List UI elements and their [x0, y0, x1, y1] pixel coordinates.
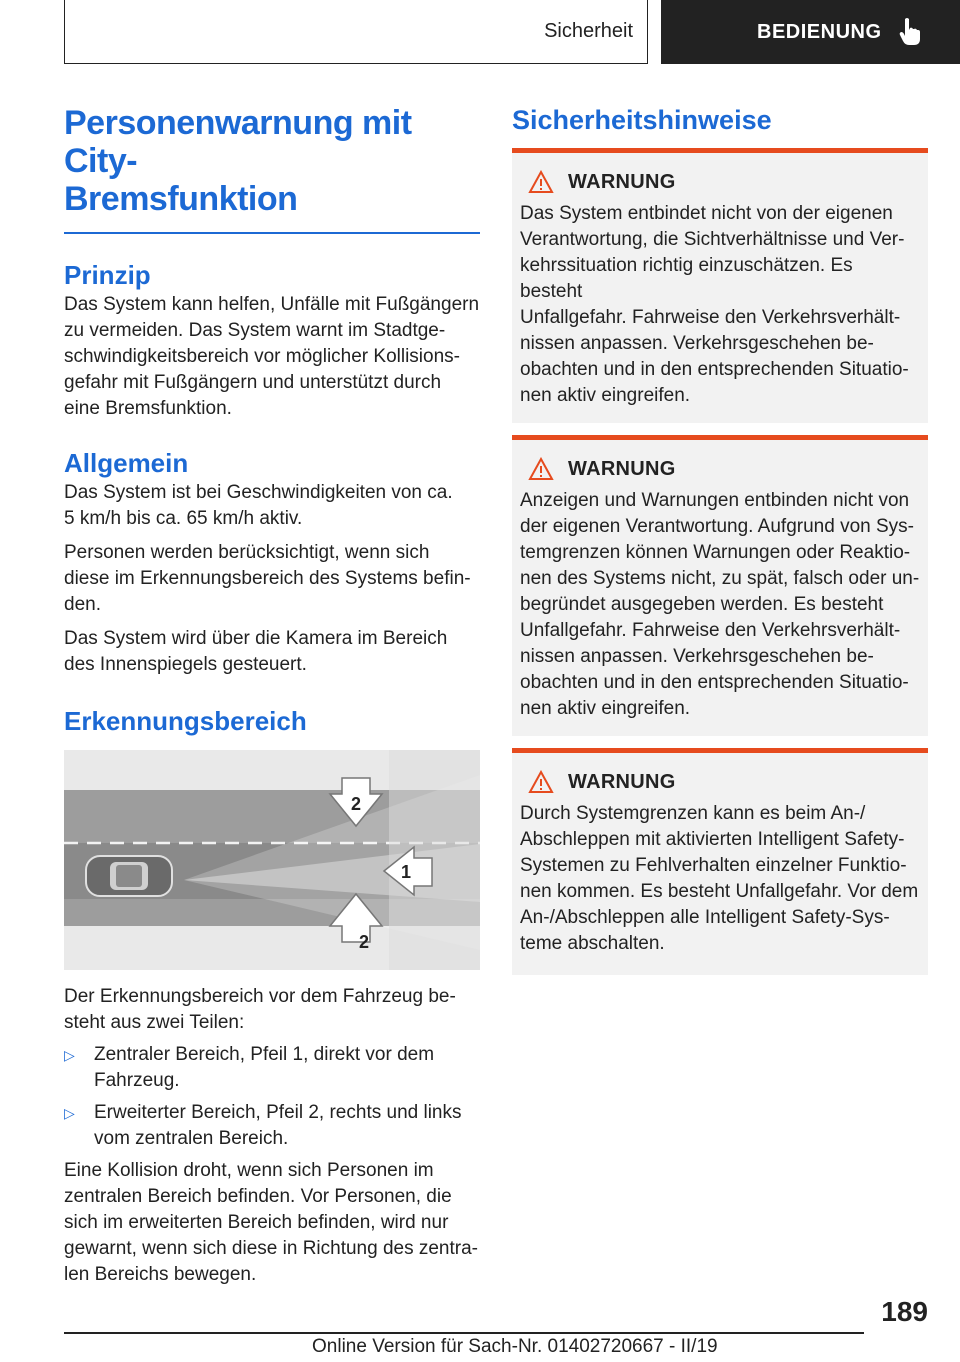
prinzip-paragraph [64, 292, 480, 422]
text-line: nissen anpassen. Verkehrsgeschehen be- [520, 333, 874, 354]
allgemein-paragraph-2 [64, 540, 480, 618]
text-line: Durch Systemgrenzen kann es beim An-/ [520, 803, 866, 824]
right-column [512, 104, 928, 975]
arrow-2-bottom-label: 2 [358, 932, 370, 952]
text-line: obachten und in den entsprechenden Situatio- [520, 672, 909, 693]
warning-header [520, 454, 920, 484]
warning-box-1 [512, 148, 928, 423]
section-tab [64, 0, 648, 64]
text-line: Das System ist bei Geschwindigkeiten von ca. [64, 482, 453, 503]
text-line: gewarnt, wenn sich diese in Richtung des zentra- [64, 1238, 479, 1259]
warning-header [520, 167, 920, 197]
text-line: Abschleppen mit aktivierten Intelligent Safety- [520, 829, 905, 850]
text-line: Erweiterter Bereich, Pfeil 2, rechts und links [94, 1102, 462, 1123]
warning-triangle-icon [528, 457, 554, 481]
text-line: len Bereichs bewegen. [64, 1264, 257, 1285]
warning-label: WARNUNG [568, 770, 676, 793]
text-line: 5 km/h bis ca. 65 km/h aktiv. [64, 508, 303, 529]
title-rule [64, 232, 480, 234]
text-line: Der Erkennungsbereich vor dem Fahrzeug be- [64, 986, 456, 1007]
text-line: zentralen Bereich befinden. Vor Personen, die [64, 1186, 452, 1207]
arrow-2-top-label: 2 [350, 794, 362, 814]
page-title [64, 104, 480, 218]
section-label: Sicherheit [544, 20, 633, 42]
warning-text [520, 488, 920, 722]
warning-text [520, 201, 920, 409]
text-line: steht aus zwei Teilen: [64, 1012, 245, 1033]
chapter-tab [661, 0, 960, 64]
warning-triangle-icon [528, 170, 554, 194]
page-number: 189 [881, 1296, 928, 1327]
footer-rule [64, 1332, 864, 1334]
list-item [64, 1042, 480, 1094]
allgemein-paragraph-3 [64, 626, 480, 678]
warning-text [520, 801, 920, 957]
car-icon [86, 856, 172, 896]
text-line: Unfallgefahr. Fahrweise den Verkehrsverhält- [520, 307, 901, 328]
text-line: Verantwortung, die Sichtverhältnisse und Ver- [520, 229, 905, 250]
text-line: Das System wird über die Kamera im Bereich [64, 628, 448, 649]
arrow-1-center-label: 1 [400, 862, 412, 882]
warning-triangle-icon [528, 770, 554, 794]
text-line: nen aktiv eingreifen. [520, 698, 691, 719]
text-line: Personen werden berücksichtigt, wenn sich [64, 542, 430, 563]
text-line: Das System kann helfen, Unfälle mit Fußgängern [64, 294, 480, 315]
warning-box-3 [512, 748, 928, 975]
text-line: nen des Systems nicht, zu spät, falsch oder un- [520, 568, 920, 589]
text-line: zu vermeiden. Das System warnt im Stadtge- [64, 320, 446, 341]
allgemein-paragraph-1 [64, 480, 480, 532]
text-line: sich im erweiterten Bereich befinden, wird nur [64, 1212, 449, 1233]
text-line: An-/Abschleppen alle Intelligent Safety-Sys- [520, 907, 890, 928]
warning-header [520, 767, 920, 797]
warning-label: WARNUNG [568, 170, 676, 193]
text-line: schwindigkeitsbereich vor möglicher Kollisions- [64, 346, 460, 367]
chapter-label: BEDIENUNG [757, 20, 882, 43]
heading-sicherheitshinweise: Sicherheitshinweise [512, 105, 772, 135]
text-line: temgrenzen können Warnungen oder Reaktio- [520, 542, 911, 563]
warning-label: WARNUNG [568, 457, 676, 480]
erkennung-paragraph-1 [64, 984, 480, 1036]
list-item [64, 1100, 480, 1152]
text-line: begründet ausgegeben werden. Es besteht [520, 594, 884, 615]
heading-allgemein: Allgemein [64, 448, 189, 478]
list-item-text [94, 1042, 434, 1094]
text-line: obachten und in den entsprechenden Situatio- [520, 359, 909, 380]
triangle-bullet-icon: ▷ [64, 1047, 75, 1063]
footer-online-version: Online Version für Sach-Nr. 01402720667 - II/19 [312, 1336, 718, 1357]
text-line: Zentraler Bereich, Pfeil 1, direkt vor dem [94, 1044, 435, 1065]
text-line: nen aktiv eingreifen. [520, 385, 691, 406]
page-title-line-1: Personenwarnung mit City- [64, 104, 412, 180]
left-column [64, 104, 480, 1288]
text-line: des Innenspiegels gesteuert. [64, 654, 307, 675]
text-line: eine Bremsfunktion. [64, 398, 232, 419]
text-line: Anzeigen und Warnungen entbinden nicht von [520, 490, 910, 511]
text-line: kehrssituation richtig einzuschätzen. Es besteht [520, 255, 853, 302]
text-line: Systemen zu Fehlverhalten einzelner Funktio- [520, 855, 907, 876]
text-line: nen kommen. Es besteht Unfallgefahr. Vor dem [520, 881, 919, 902]
text-line: teme abschalten. [520, 933, 665, 954]
triangle-bullet-icon: ▷ [64, 1105, 75, 1121]
text-line: Fahrzeug. [94, 1070, 180, 1091]
text-line: Eine Kollision droht, wenn sich Personen im [64, 1160, 434, 1181]
erkennung-paragraph-2 [64, 1158, 480, 1288]
page-title-line-2: Bremsfunktion [64, 180, 298, 218]
list-item-text [94, 1100, 462, 1152]
text-line: der eigenen Verantwortung. Aufgrund von Sys- [520, 516, 914, 537]
detection-area-diagram [64, 750, 480, 970]
warning-box-2 [512, 435, 928, 736]
pointing-hand-icon [898, 17, 924, 47]
text-line: Das System entbindet nicht von der eigenen [520, 203, 893, 224]
text-line: vom zentralen Bereich. [94, 1128, 289, 1149]
text-line: gefahr mit Fußgängern und unterstützt durch [64, 372, 442, 393]
text-line: den. [64, 594, 101, 615]
heading-erkennungsbereich: Erkennungsbereich [64, 706, 307, 736]
heading-prinzip: Prinzip [64, 260, 151, 290]
text-line: diese im Erkennungsbereich des Systems befin- [64, 568, 471, 589]
text-line: Unfallgefahr. Fahrweise den Verkehrsverhält- [520, 620, 901, 641]
text-line: nissen anpassen. Verkehrsgeschehen be- [520, 646, 874, 667]
